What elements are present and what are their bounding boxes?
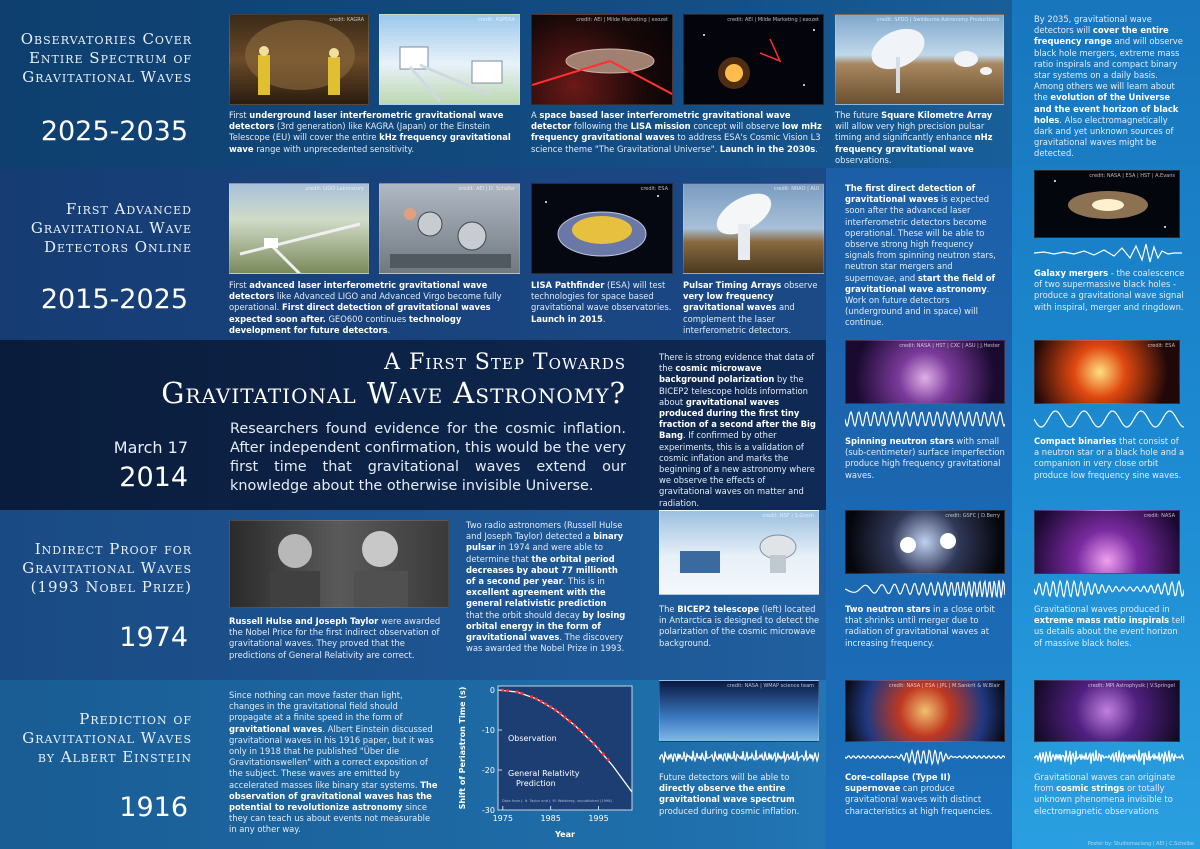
credit-galaxy: credit: NASA | ESA | HST | A.Evans: [1089, 173, 1175, 179]
row-title-1974: Indirect Proof for Gravitational Waves (1993 Nobel Prize): [22, 540, 192, 596]
credit-sn: credit: NASA | ESA | JPL | M.Sankrit & W.Blair: [888, 683, 1000, 689]
text-lisa-pathfinder: LISA Pathfinder (ESA) will test technologies for space based gravitational wave observatories. Launch in 2015.: [531, 280, 672, 324]
chart-xtick-label: 1985: [540, 814, 561, 823]
einstein-telescope-photo: [379, 14, 520, 105]
credit-pathfinder: credit: ESA: [640, 186, 668, 192]
geo600-photo: [379, 183, 520, 274]
chart-ytick-label: -20: [481, 766, 495, 775]
galaxy-merger-photo: [1034, 170, 1180, 238]
ska-photo: [835, 14, 1004, 105]
hulse-taylor-photo: [229, 520, 449, 608]
chart-observation-point: [516, 690, 519, 693]
emri-waveform: [1034, 578, 1184, 600]
chart-observation-point: [568, 720, 571, 723]
cmb-photo: [659, 680, 819, 742]
chart-ylabel: Shift of Periastron Time (s): [458, 686, 467, 810]
year-2015: 2015-2025: [40, 284, 188, 315]
credit-ska: credit: SPDO | Swinburne Astronomy Productions: [876, 17, 999, 23]
cmb-waveform: [659, 746, 819, 768]
credit-pta: credit: NRAO | AUI: [773, 186, 819, 192]
chart-observation-point: [544, 702, 547, 705]
year-2014: 2014: [119, 462, 188, 493]
text-two-neutron-stars: Two neutron stars in a close orbit that shrinks until merger due to radiation of gravitational waves at increasing frequency.: [845, 604, 995, 648]
chart-observation-point: [549, 705, 552, 708]
chart-ytick-label: -30: [481, 806, 495, 815]
text-bicep2-evidence: There is strong evidence that data of the cosmic microwave background polarization by the BICEP2 telescope holds information about gravitational waves produced during the first tiny fraction of a second after the Big Bang. If confirmed by other experiments, this is a validation of cosmic inflation and marks the beginning of a new astronomy where we observe the effects of gravitational waves on matter and radiation.: [659, 352, 816, 508]
neutron-star-waveform: [845, 408, 1005, 430]
neutron-star-photo: [845, 340, 1005, 404]
text-pulsar-timing: Pulsar Timing Arrays observe very low frequency gravitational waves and complement the laser interferometric detectors.: [683, 280, 818, 335]
bicep2-telescope-photo: [659, 510, 819, 595]
chart-observation-point: [535, 697, 538, 700]
chart-observation-point: [578, 728, 581, 731]
text-emri: Gravitational waves produced in extreme mass ratio inspirals tell us details about the event horizon of massive black holes.: [1034, 604, 1185, 648]
supernova-photo: [845, 680, 1005, 742]
text-cmb-spectrum: Future detectors will be able to directly observe the entire gravitational wave spectrum produced during cosmic inflation.: [659, 772, 800, 816]
text-first-detection: The first direct detection of gravitational waves is expected soon after the advanced laser interferometric detectors become operational. These will be able to observe strong high frequency signals from spinning neutron stars, neutron star mergers and supernovae, and start the field of gravitational wave astronomy. Work on future detectors (underground and in space) will continue.: [845, 183, 996, 328]
text-cosmic-strings: Gravitational waves can originate from cosmic strings or totally unknown phenomena invisible to electromagnetic observations: [1034, 772, 1176, 816]
chart-observation-point: [592, 742, 595, 745]
text-nobel-prize: Russell Hulse and Joseph Taylor were awarded the Nobel Price for the first indirect observation of gravitational waves. They proved that the predictions of General Relativity are correct.: [229, 616, 441, 660]
chart-ytick-label: 0: [489, 686, 495, 695]
chart-observation-point: [563, 716, 566, 719]
text-bicep2-telescope: The BICEP2 telescope (left) located in Antarctica is designed to detect the polarization of the cosmic microwave background.: [659, 604, 820, 648]
chart-plot-area: [498, 686, 632, 810]
lead-paragraph: Researchers found evidence for the cosmic inflation. After independent confirmation, this would be the very first time that gravitational waves extend our knowledge about the otherwise invisible Universe.: [230, 421, 626, 494]
credit-emri: credit: NASA: [1143, 513, 1175, 519]
chart-observation-point: [520, 692, 523, 695]
credit-pulsar: credit: NASA | HST | CXC | ASU | J.Hester: [899, 343, 1000, 349]
lisa-pathfinder-photo: [531, 183, 673, 274]
pulsar-timing-photo: [683, 183, 824, 274]
chart-observation-point: [583, 732, 586, 735]
galaxy-merger-waveform: [1034, 242, 1182, 264]
neutron-star-merger-waveform: [845, 578, 1005, 600]
credit-kagra: credit: KAGRA: [329, 17, 364, 23]
credit-lisa1: credit: AEI | Milde Marketing | exozet: [576, 17, 668, 23]
chart-xtick-label: 1995: [588, 814, 609, 823]
credit-geo: credit: AEI | D. Schäfer: [458, 186, 515, 192]
chart-observation-point: [597, 747, 600, 750]
credit-binary: credit: ESA: [1147, 343, 1175, 349]
chart-annotation-observation: Observation: [508, 734, 557, 743]
chart-source: Data from J. H. Taylor and J. M. Weisberg, unpublished (1998): [502, 799, 612, 803]
chart-ytick-label: -10: [481, 726, 495, 735]
year-1916: 1916: [119, 792, 188, 823]
text-2035-outlook: By 2035, gravitational wave detectors will cover the entire frequency range and will observe black hole mergers, extreme mass ratio inspirals and compact binary star systems on a daily basis. Among others we will learn about the evolution of the Universe and the event horizon of black holes. Also electromagnetically dark and yet unknown sources of gravitational waves might be detected.: [1034, 14, 1183, 159]
text-supernovae: Core-collapse (Type II) supernovae can produce gravitational waves with distinct characteristics at high frequencies.: [845, 772, 993, 816]
row-title-2015: First Advanced Gravitational Wave Detectors Online: [30, 200, 192, 256]
chart-observation-point: [530, 695, 533, 698]
headline-line-2: Gravitational Wave Astronomy?: [161, 376, 626, 410]
year-2025: 2025-2035: [40, 116, 188, 147]
emri-photo: [1034, 510, 1180, 574]
credit-ligo: credit: LIGO Laboratory: [305, 186, 364, 192]
chart-observation-point: [559, 712, 562, 715]
credit-ns: credit: GSFC | D.Berry: [945, 513, 1000, 519]
lisa-photo-1: [531, 14, 673, 105]
chart-xlabel: Year: [555, 830, 575, 839]
credit-et: credit: ASPERA: [477, 17, 515, 23]
credit-cmb: credit: NASA | WMAP science team: [727, 683, 814, 689]
row-title-1916: Prediction of Gravitational Waves by Albert Einstein: [22, 710, 192, 766]
supernova-waveform: [845, 746, 1005, 768]
headline-line-1: A First Step Towards: [384, 350, 626, 375]
chart-annotation-gr: General Relativity: [508, 769, 580, 778]
text-underground-detectors: First underground laser interferometric gravitational wave detectors (3rd generation) like KAGRA (Japan) or the Einstein Telescope (EU) will cover the entire kHz frequency gravitational wave range with unprecedented sensitivity.: [229, 110, 511, 154]
lisa-photo-2: [683, 14, 824, 105]
row-title-2025: Observatories Cover Entire Spectrum of Gravitational Waves: [20, 30, 192, 86]
cosmic-strings-photo: [1034, 680, 1180, 742]
cosmic-strings-waveform: [1034, 746, 1184, 768]
text-binary-pulsar: Two radio astronomers (Russell Hulse and Joseph Taylor) detected a binary pulsar in 1974 and were able to determine that the orbital period decreases by about 77 millionth of a second per year. This is in excellent agreement with the general relativistic prediction that the orbit should decay by losing orbital energy in the form of gravitational waves. The discovery was awarded the Nobel Prize in 1993.: [466, 520, 626, 654]
neutron-star-merger-photo: [845, 510, 1005, 574]
chart-xtick-label: 1975: [492, 814, 513, 823]
periastron-shift-chart: [452, 680, 638, 842]
chart-observation-point: [506, 689, 509, 692]
ligo-photo: [229, 183, 369, 274]
compact-binary-waveform: [1034, 408, 1184, 430]
date-march-17: March 17: [113, 438, 188, 457]
text-compact-binaries: Compact binaries that consist of a neutron star or a black hole and a companion in very close orbit produce low frequency sine waves.: [1034, 436, 1185, 480]
credit-strings: credit: MPI Astrophysik | V.Springel: [1088, 683, 1175, 689]
chart-observation-point: [587, 737, 590, 740]
credit-lisa2: credit: AEI | Milde Marketing | exozet: [727, 17, 819, 23]
text-ska: The future Square Kilometre Array will allow very high precision pulsar timing and significantly enhance nHz frequency gravitational wave observations.: [835, 110, 993, 165]
credit-bicep: credit: NSF | S.Grosh: [762, 513, 814, 519]
text-einstein-prediction: Since nothing can move faster than light, changes in the gravitational field should propagate at a finite speed in the form of gravitational waves. Albert Einstein discussed gravitational waves in his 1916 paper, but it was only in 1918 that he published "Über die Gravitationswellen" with a correct exposition of the subject. These waves are emitted by accelerated masses like binary star systems. The observation of gravitational waves has the potential to revolutionize astronomy since they can teach us about events not measurable in any other way.: [229, 690, 438, 835]
chart-observation-point: [539, 700, 542, 703]
compact-binary-photo: [1034, 340, 1180, 404]
chart-annotation-prediction: Prediction: [516, 779, 556, 788]
year-1974: 1974: [119, 622, 188, 653]
poster-credit: Poster by: Studiomaclang | AEI | C.Scheibe: [1087, 841, 1194, 847]
chart-observation-point: [573, 724, 576, 727]
kagra-photo: [229, 14, 369, 105]
chart-observation-point: [606, 758, 609, 761]
text-advanced-detectors: First advanced laser interferometric gravitational wave detectors like Advanced LIGO and Advanced Virgo become fully operational. First direct detection of gravitational waves expected soon after. GEO600 continues technology development for future detectors.: [229, 280, 502, 335]
chart-observation-point: [602, 752, 605, 755]
text-spinning-neutron-stars: Spinning neutron stars with small (sub-centimeter) surface imperfection produce high frequency gravitational waves.: [845, 436, 1005, 480]
text-galaxy-mergers: Galaxy mergers - the coalescence of two supermassive black holes - produce a gravitational wave signal with inspiral, merger and ringdown.: [1034, 268, 1185, 312]
text-lisa-mission: A space based laser interferometric gravitational wave detector following the LISA mission concept will observe low mHz frequency gravitational waves to address ESA's Cosmic Vision L3 science theme "The Gravitational Universe". Launch in the 2030s.: [531, 110, 822, 154]
chart-observation-point: [554, 708, 557, 711]
